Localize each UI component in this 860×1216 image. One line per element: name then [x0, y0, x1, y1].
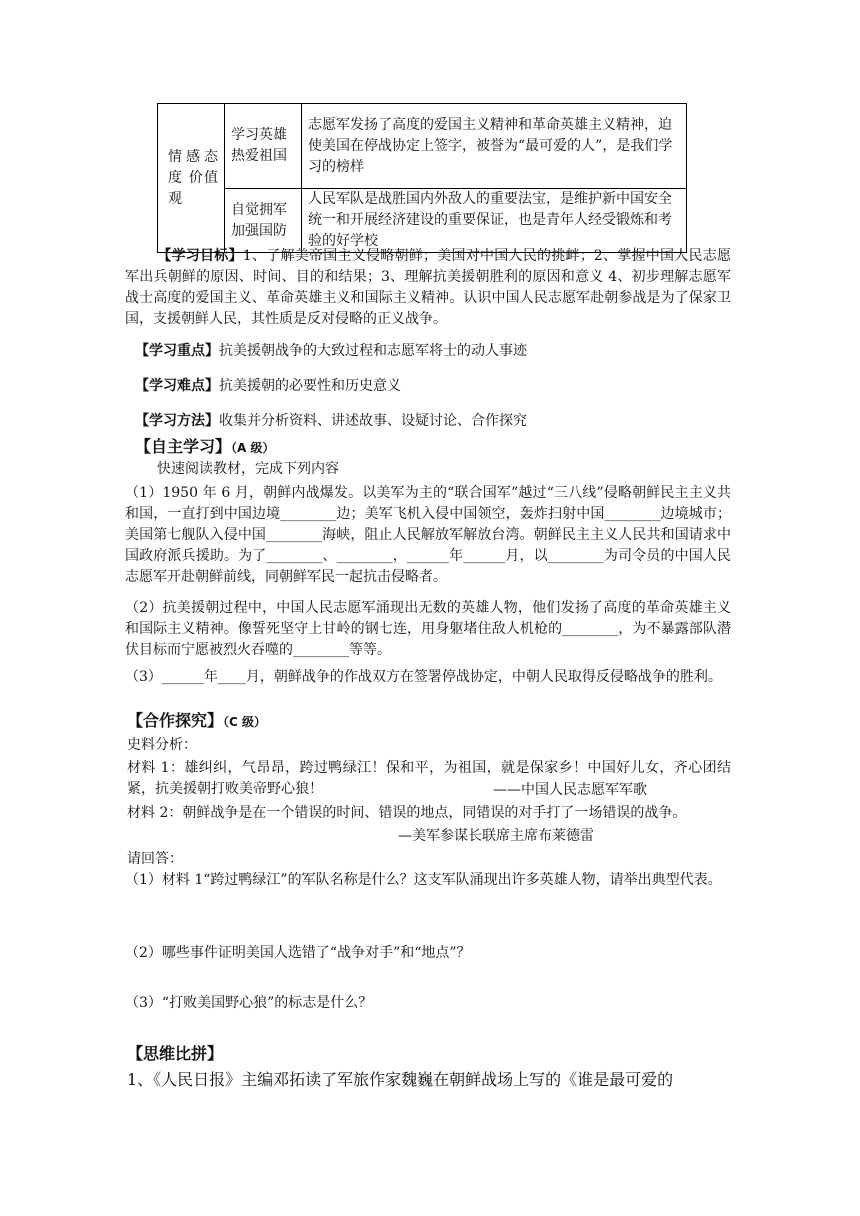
learning-methods	[135, 411, 741, 432]
sub-goal-cell: 自觉拥军加强国防	[225, 189, 302, 253]
objectives-label: 【学习目标】	[157, 248, 243, 264]
sub-goal-cell: 学习英雄热爱祖国	[225, 104, 302, 189]
key-points-text: 抗美援朝战争的大致过程和志愿军将士的动人事迹	[219, 343, 527, 359]
objectives-text: 1、了解美帝国主义侵略朝鲜；美国对中国人民的挑衅；2、掌握中国人民志愿军出兵朝鲜的原因、时间、目的和结果；3、理解抗美援朝胜利的原因和意义 4、初步理解志愿军战士高度的爱国主义、革命英雄主义和国际主义精神。认识中国人民志愿军赴朝参战是为了保家卫国，支援朝鲜人民，其性质是反对侵略的正义战争。	[125, 248, 732, 327]
thinking-heading	[127, 1043, 733, 1066]
material-2-source: —美军参谋长联席主席布莱德雷	[398, 828, 594, 844]
goal-description-cell: 志愿军发扬了高度的爱国主义精神和革命英雄主义精神，迫使美国在停战协定上签字，被誉为“最可爱的人”，是我们学习的榜样	[302, 104, 687, 189]
material-analysis-intro: 史料分析：	[127, 737, 197, 753]
goal-description-cell: 人民军队是战胜国内外敌人的重要法宝，是维护新中国安全统一和开展经济建设的重要保证，也是青年人经受锻炼和考验的好学校	[302, 189, 687, 253]
answer-prompt: 请回答：	[127, 851, 183, 867]
self-study-question-2: （2）抗美援朝过程中，中国人民志愿军涌现出无数的英雄人物，他们发扬了高度的革命英雄主义和国际主义精神。像誓死坚守上甘岭的钢七连，用身躯堵住敌人机枪的________，为不暴露部队潜伏目标而宁愿被烈火吞噬的________等等。	[125, 600, 731, 658]
self-study-label: 【自主学习】	[135, 437, 232, 456]
key-points-label: 【学习重点】	[135, 343, 219, 359]
material-2: 材料 2：朝鲜战争是在一个错误的时间、错误的地点，同错误的对手打了一场错误的战争。	[127, 805, 687, 821]
difficulties-text: 抗美援朝的必要性和历史意义	[219, 378, 401, 394]
question-3: （3）“打败美国野心狼”的标志是什么？	[125, 995, 373, 1011]
cooperative-label: 【合作探究】	[127, 711, 224, 730]
category-cell: 情感态度 价值观	[158, 104, 225, 253]
self-study-heading	[135, 436, 741, 459]
difficulties-label: 【学习难点】	[135, 378, 219, 394]
cooperative-heading	[127, 710, 733, 733]
methods-text: 收集并分析资料、讲述故事、设疑讨论、合作探究	[219, 413, 527, 429]
thinking-question-1: 1、《人民日报》主编邓拓读了军旅作家魏巍在朝鲜战场上写的《谁是最可爱的	[127, 1070, 674, 1089]
material-1: 材料 1：雄纠纠，气昂昂，跨过鸭绿江！保和平，为祖国，就是保家乡！中国好儿女，齐心团结紧，抗美援朝打败美帝野心狼！	[127, 760, 731, 797]
cooperative-level: （C 级）	[223, 715, 267, 729]
material-1-source: ——中国人民志愿军军歌	[493, 782, 647, 798]
thinking-label: 【思维比拼】	[127, 1044, 224, 1063]
self-study-intro: 快速阅读教材，完成下列内容	[157, 461, 339, 477]
question-2: （2）哪些事件证明美国人选错了“战争对手”和“地点”？	[125, 945, 471, 961]
self-study-question-3: （3）______年____月，朝鲜战争的作战双方在签署停战协定，中朝人民取得反侵略战争的胜利。	[125, 669, 722, 685]
learning-objectives	[125, 246, 731, 330]
question-1: （1）材料 1“跨过鸭绿江”的军队名称是什么？这支军队涌现出许多英雄人物，请举出典型代表。	[125, 872, 722, 888]
self-study-question-1: （1）1950 年 6 月，朝鲜内战爆发。以美军为主的“联合国军”越过“三八线”侵略朝鲜民主主义共和国，一直打到中国边境________边；美军飞机入侵中国领空，轰炸扫射中国________边境城市；美国第七舰队入侵中国________海峡，阻止人民解放军解放台湾。朝鲜民主主义人民共和国请求中国政府派兵援助。为了________、________，______年______月，以________为司令员的中国人民志愿军开赴朝鲜前线，同朝鲜军民一起抗击侵略者。	[125, 485, 731, 585]
self-study-level: （A 级）	[231, 441, 275, 455]
emotion-attitude-table	[157, 103, 687, 253]
difficulties	[135, 376, 741, 397]
key-points	[135, 341, 741, 362]
methods-label: 【学习方法】	[135, 413, 219, 429]
